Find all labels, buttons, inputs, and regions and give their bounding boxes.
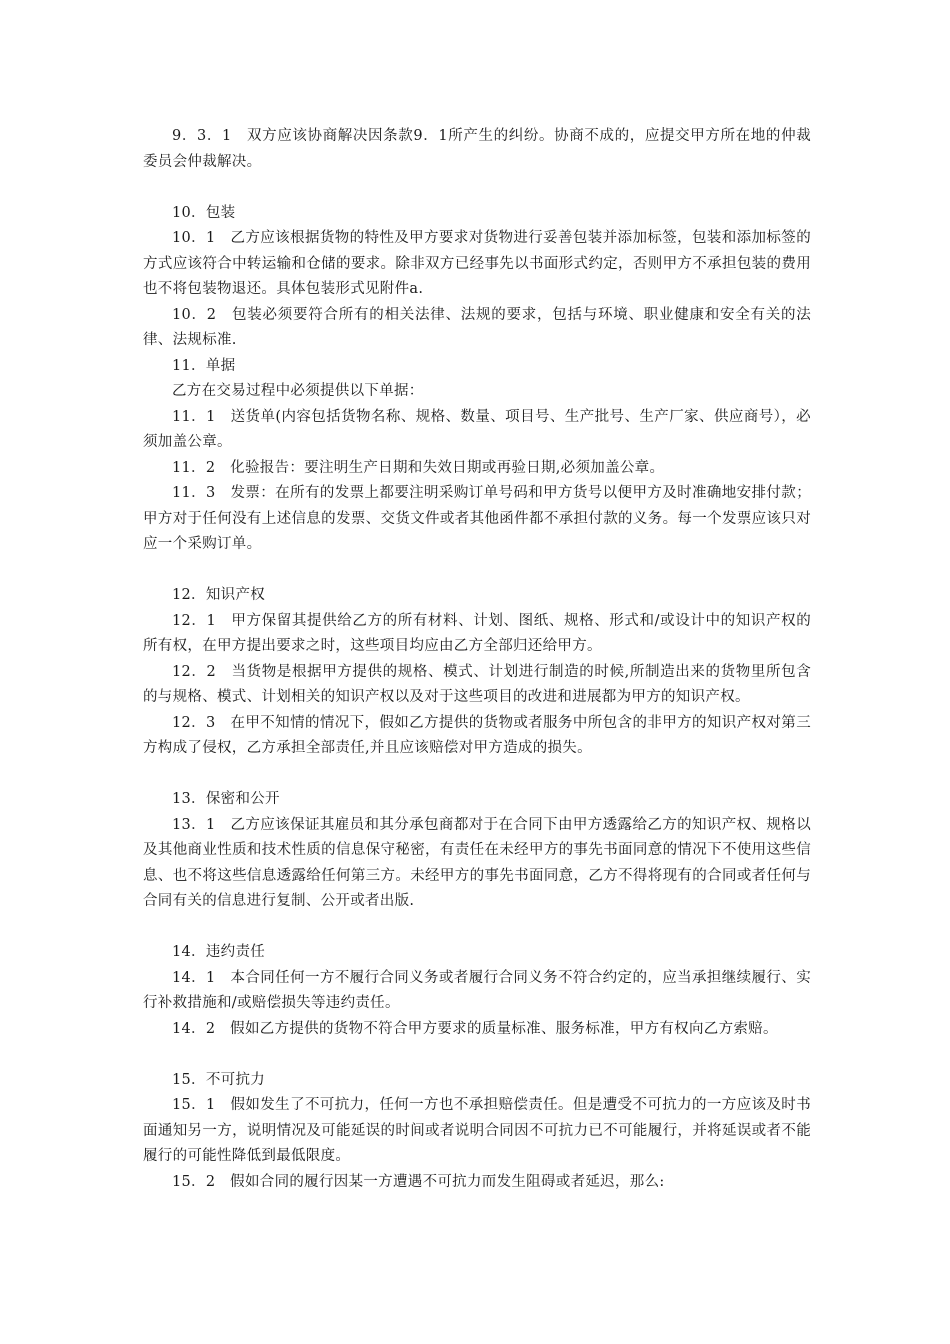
clause-14-2: 14．2 假如乙方提供的货物不符合甲方要求的质量标准、服务标准，甲方有权向乙方索赔。 — [172, 1020, 778, 1037]
clause-12-3: 12．3 在甲不知情的情况下，假如乙方提供的货物或者服务中所包含的非甲方的知识产权对第三方构成了侵权，乙方承担全部责任,并且应该赔偿对甲方造成的损失。 — [143, 714, 811, 756]
blank-line — [143, 558, 811, 584]
clause-11-2: 11．2 化验报告：要注明生产日期和失效日期或再验日期,必须加盖公章。 — [172, 459, 665, 476]
section-heading-11: 11．单据 — [172, 357, 236, 374]
clause-15-2: 15．2 假如合同的履行因某一方遭遇不可抗力而发生阻碍或者延迟，那么: — [172, 1173, 665, 1190]
clause-10-1: 10．1 乙方应该根据货物的特性及甲方要求对货物进行妥善包装并添加标签，包装和添加标签的方式应该符合中转运输和仓储的要求。除非双方已经事先以书面形式约定，否则甲方不承担包装的费用也不将包装物退还。具体包装形式见附件a. — [143, 230, 811, 297]
clause-12-2: 12．2 当货物是根据甲方提供的规格、模式、计划进行制造的时候,所制造出来的货物里所包含的与规格、模式、计划相关的知识产权以及对于这些项目的改进和进展都为甲方的知识产权。 — [143, 663, 811, 705]
blank-line — [143, 1042, 811, 1068]
blank-line — [143, 915, 811, 941]
clause-14-1: 14．1 本合同任何一方不履行合同义务或者履行合同义务不符合约定的，应当承担继续履行、实行补救措施和/或赔偿损失等违约责任。 — [143, 969, 811, 1011]
clause-15-1: 15．1 假如发生了不可抗力，任何一方也不承担赔偿责任。但是遭受不可抗力的一方应该及时书面通知另一方，说明情况及可能延误的时间或者说明合同因不可抗力已不可能履行，并将延误或者不能履行的可能性降低到最低限度。 — [143, 1097, 811, 1164]
clause-9-3-1: 9．3．1 双方应该协商解决因条款9．1所产生的纠纷。协商不成的，应提交甲方所在地的仲裁委员会仲裁解决。 — [143, 128, 811, 170]
section-heading-12: 12．知识产权 — [172, 587, 266, 603]
clause-12-1: 12．1 甲方保留其提供给乙方的所有材料、计划、图纸、规格、形式和/或设计中的知识产权的所有权，在甲方提出要求之时，这些项目均应由乙方全部归还给甲方。 — [143, 612, 811, 654]
section-heading-14: 14．违约责任 — [172, 944, 266, 960]
section-heading-15: 15．不可抗力 — [172, 1071, 266, 1088]
section-heading-10: 10．包装 — [172, 204, 236, 221]
section-11-intro: 乙方在交易过程中必须提供以下单据： — [172, 383, 424, 399]
clause-13-1: 13．1 乙方应该保证其雇员和其分承包商都对于在合同下由甲方透露给乙方的知识产权、规格以及其他商业性质和技术性质的信息保守秘密，有责任在未经甲方的事先书面同意的情况下不使用这些信息、也不将这些信息透露给任何第三方。未经甲方的事先书面同意，乙方不得将现有的合同或者任何与合同有关的信息进行复制、公开或者出版. — [143, 816, 811, 909]
blank-line — [143, 175, 811, 201]
clause-10-2: 10．2 包装必须要符合所有的相关法律、法规的要求，包括与环境、职业健康和安全有关的法律、法规标准. — [143, 306, 811, 348]
blank-line — [143, 762, 811, 788]
document-body — [143, 124, 811, 1195]
clause-11-3: 11．3 发票：在所有的发票上都要注明采购订单号码和甲方货号以便甲方及时准确地安排付款；甲方对于任何没有上述信息的发票、交货文件或者其他函件都不承担付款的义务。每一个发票应该只对应一个采购订单。 — [143, 485, 811, 552]
clause-11-1: 11．1 送货单(内容包括货物名称、规格、数量、项目号、生产批号、生产厂家、供应商号），必须加盖公章。 — [143, 408, 811, 450]
section-heading-13: 13．保密和公开 — [172, 791, 280, 807]
